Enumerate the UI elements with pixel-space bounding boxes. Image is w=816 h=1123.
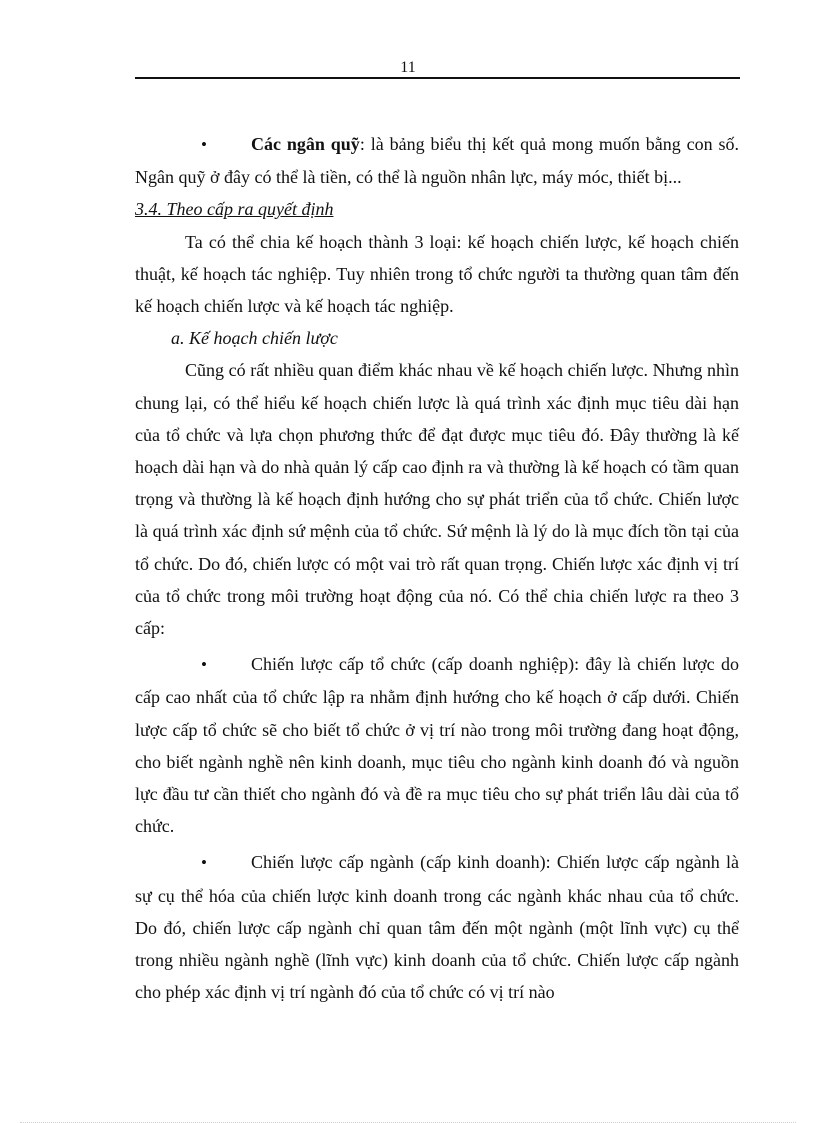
- bullet-icon: •: [201, 135, 207, 154]
- corporate-strategy-text: Chiến lược cấp tổ chức (cấp doanh nghiệp): đây là chiến lược do cấp cao nhất của tổ chức lập ra nhằm định hướng cho kế hoạch ở cấp dưới. Chiến lược cấp tổ chức sẽ cho biết tổ chức ở vị trí nào trong môi trường đang hoạt động, cho biết ngành nghề nên kinh doanh, mục tiêu cho ngành kinh doanh đó và nguồn lực đầu tư cần thiết cho ngành đó và đề ra mục tiêu cho sự phát triển lâu dài của tổ chức.: [135, 654, 739, 837]
- budgets-text: : là bảng biểu thị kết quả mong muốn bằng con số. Ngân quỹ ở đây có thể là tiền, có thể là nguồn nhân lực, máy móc, thiết bị...: [135, 134, 740, 188]
- business-strategy-text: Chiến lược cấp ngành (cấp kinh doanh): Chiến lược cấp ngành là sự cụ thể hóa của chiến lược kinh doanh trong các ngành khác nhau của tổ chức. Do đó, chiến lược cấp ngành chỉ quan tâm đến một ngành (một lĩnh vực) cụ thể trong nhiều ngành nghề (lĩnh vực) kinh doanh của tổ chức. Chiến lược cấp ngành cho phép xác định vị trí ngành đó của tổ chức có vị trí nào: [135, 852, 739, 1003]
- paragraph-corporate-strategy: [135, 648, 739, 842]
- paragraph-business-strategy: [135, 846, 739, 1008]
- page-number: 11: [400, 59, 416, 76]
- paragraph-strategic-plan: Cũng có rất nhiều quan điểm khác nhau về kế hoạch chiến lược. Nhưng nhìn chung lại, có thể hiểu kế hoạch chiến lược là quá trình xác định mục tiêu dài hạn của tổ chức và lựa chọn phương thức để đạt được mục tiêu đó. Đây thường là kế hoạch dài hạn và do nhà quản lý cấp cao định ra và thường là kế hoạch có tầm quan trọng và thường là kế hoạch định hướng cho sự phát triển của tổ chức. Chiến lược là quá trình xác định sứ mệnh của tổ chức. Sứ mệnh là lý do là mục đích tồn tại của tổ chức. Do đó, chiến lược có một vai trò rất quan trọng. Chiến lược xác định vị trí của tổ chức trong môi trường hoạt động của nó. Có thể chia chiến lược ra theo 3 cấp:: [135, 360, 739, 639]
- paragraph-plan-types: Ta có thể chia kế hoạch thành 3 loại: kế hoạch chiến lược, kế hoạch chiến thuật, kế hoạch tác nghiệp. Tuy nhiên trong tổ chức người ta thường quan tâm đến kế hoạch chiến lược và kế hoạch tác nghiệp.: [135, 231, 739, 317]
- paragraph-budgets: [135, 128, 739, 193]
- bullet-icon: •: [201, 655, 207, 675]
- section-heading: 3.4. Theo cấp ra quyết định: [135, 199, 334, 220]
- term-budgets: Các ngân quỹ: [251, 134, 360, 154]
- bullet-icon: •: [201, 853, 207, 873]
- header-rule: [135, 77, 740, 79]
- subsection-heading: a. Kế hoạch chiến lược: [171, 328, 338, 349]
- document-body: [135, 128, 739, 1008]
